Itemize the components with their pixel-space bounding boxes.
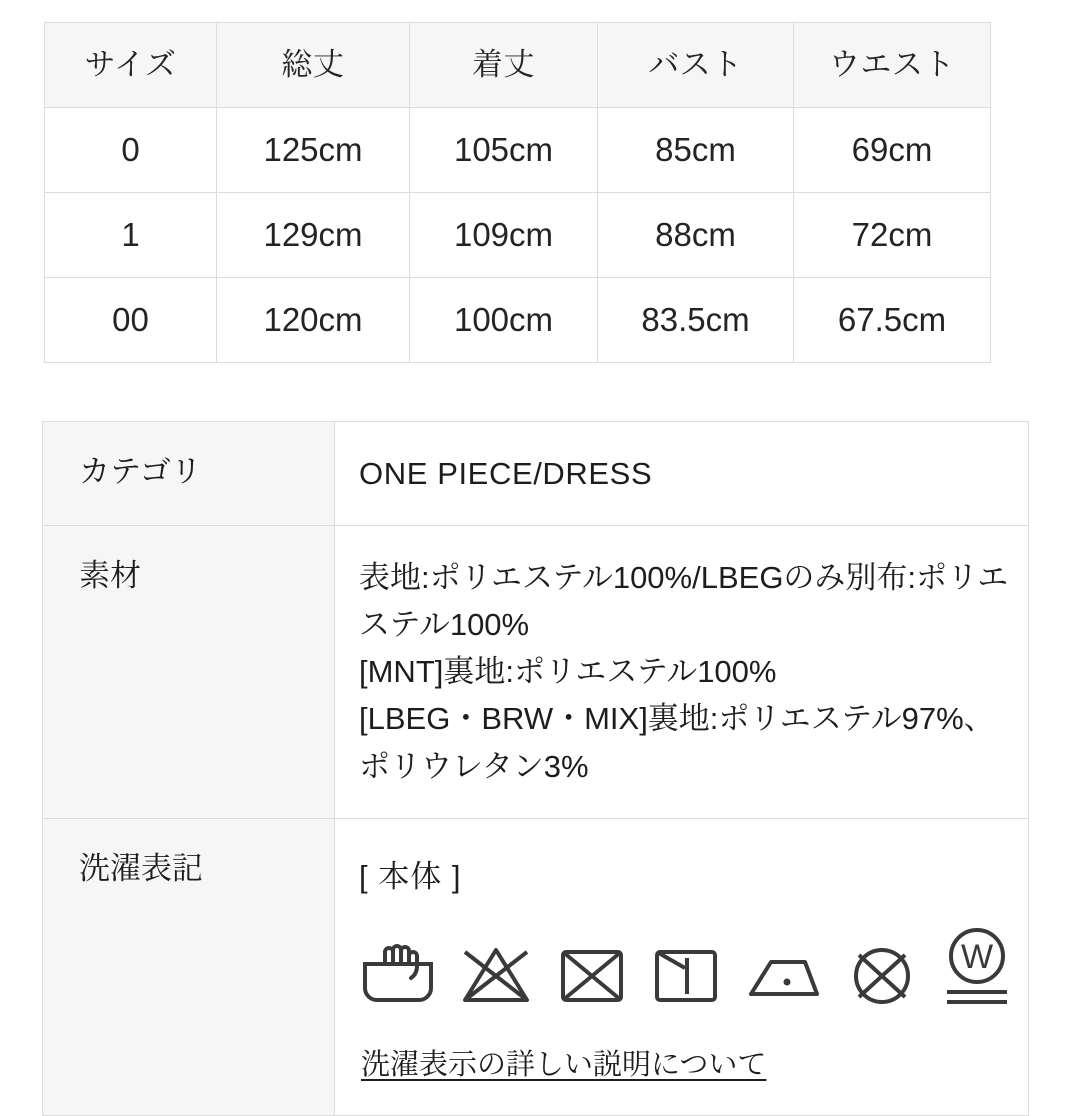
table-spacer bbox=[44, 363, 1036, 421]
table-row bbox=[45, 108, 991, 193]
size-cell: 67.5cm bbox=[794, 278, 991, 363]
wash-label: 洗濯表記 bbox=[43, 818, 335, 1115]
size-cell: 129cm bbox=[217, 193, 410, 278]
size-cell: 0 bbox=[45, 108, 217, 193]
wash-care-symbols bbox=[361, 926, 1010, 1006]
size-table-header-cell: 着丈 bbox=[410, 23, 598, 108]
table-row bbox=[45, 193, 991, 278]
size-cell: 88cm bbox=[598, 193, 794, 278]
category-value: ONE PIECE/DRESS bbox=[335, 422, 1029, 526]
product-detail-table bbox=[42, 421, 1029, 1116]
size-table-header-cell: バスト bbox=[598, 23, 794, 108]
hand-wash-icon bbox=[361, 944, 435, 1006]
size-cell: 120cm bbox=[217, 278, 410, 363]
size-table-header-row bbox=[45, 23, 991, 108]
material-value bbox=[335, 526, 1029, 819]
material-line: [MNT]裏地:ポリエステル100% bbox=[359, 654, 777, 690]
size-cell: 105cm bbox=[410, 108, 598, 193]
size-table-header-cell: ウエスト bbox=[794, 23, 991, 108]
size-table-header-cell: サイズ bbox=[45, 23, 217, 108]
size-cell: 72cm bbox=[794, 193, 991, 278]
wet-clean-professional-icon bbox=[941, 926, 1013, 1006]
size-cell: 85cm bbox=[598, 108, 794, 193]
table-row bbox=[45, 278, 991, 363]
size-cell: 100cm bbox=[410, 278, 598, 363]
wash-section-title: [ 本体 ] bbox=[359, 858, 462, 894]
size-cell: 69cm bbox=[794, 108, 991, 193]
material-label: 素材 bbox=[43, 526, 335, 819]
no-bleach-icon bbox=[459, 944, 533, 1006]
iron-low-icon bbox=[745, 944, 823, 1006]
svg-text:W: W bbox=[960, 937, 994, 976]
category-label: カテゴリ bbox=[43, 422, 335, 526]
size-cell: 00 bbox=[45, 278, 217, 363]
wash-value bbox=[335, 818, 1029, 1115]
no-tumble-dry-icon bbox=[557, 944, 627, 1006]
size-table bbox=[44, 22, 991, 363]
wash-care-details-link[interactable]: 洗濯表示の詳しい説明について bbox=[361, 1048, 767, 1081]
material-line: 表地:ポリエステル100%/LBEGのみ別布:ポリエステル100% bbox=[359, 560, 1009, 643]
drip-dry-in-shade-icon bbox=[651, 944, 721, 1006]
size-cell: 109cm bbox=[410, 193, 598, 278]
table-row-wash bbox=[43, 818, 1029, 1115]
size-cell: 83.5cm bbox=[598, 278, 794, 363]
size-cell: 125cm bbox=[217, 108, 410, 193]
no-wet-cleaning-icon bbox=[847, 944, 917, 1006]
material-line: [LBEG・BRW・MIX]裏地:ポリエステル97%、ポリウレタン3% bbox=[359, 701, 995, 784]
table-row-category bbox=[43, 422, 1029, 526]
table-row-material bbox=[43, 526, 1029, 819]
size-cell: 1 bbox=[45, 193, 217, 278]
size-table-header-cell: 総丈 bbox=[217, 23, 410, 108]
